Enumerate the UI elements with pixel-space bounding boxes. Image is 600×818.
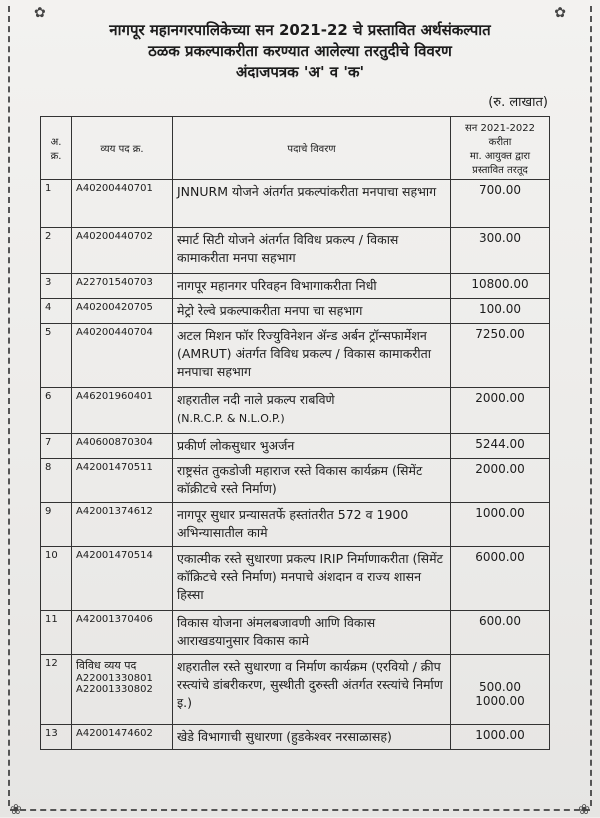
- row-amount: 10800.00: [451, 274, 550, 299]
- table-row: [41, 503, 550, 547]
- row-sr: 9: [41, 503, 72, 547]
- row-amount: 2000.00: [451, 459, 550, 503]
- row-amount: 700.00: [451, 180, 550, 228]
- row-sr: 8: [41, 459, 72, 503]
- table-row: [41, 725, 550, 750]
- row-code: [72, 655, 173, 725]
- row-sr: 10: [41, 547, 72, 611]
- unit-label: (रु. लाखात): [488, 95, 548, 110]
- row-sr: 6: [41, 388, 72, 434]
- heading-line-3: अंदाजपत्रक 'अ' व 'क': [235, 63, 365, 81]
- row-desc: राष्ट्रसंत तुकडोजी महाराज रस्ते विकास कार्यक्रम (सिमेंट कॉक्रीटचे रस्ते निर्माण): [173, 459, 451, 503]
- row-sr: 5: [41, 324, 72, 388]
- row-desc: नागपूर महानगर परिवहन विभागाकरीता निधी: [173, 274, 451, 299]
- row-desc-main: शहरातील नदी नाले प्रकल्प राबविणे: [177, 392, 335, 407]
- table-row: [41, 388, 550, 434]
- row-code: A42001474602: [72, 725, 173, 750]
- row-sr: 13: [41, 725, 72, 750]
- row-amount: 6000.00: [451, 547, 550, 611]
- flourish-icon: ❀: [578, 802, 590, 818]
- row-desc: खेडे विभागाची सुधारणा (हुडकेश्वर नरसाळासह): [173, 725, 451, 750]
- row-desc: नागपूर सुधार प्रन्यासतर्फे हस्तांतरीत 572 व 1900 अभिन्यासातील कामे: [173, 503, 451, 547]
- row-amount: 100.00: [451, 299, 550, 324]
- table-header-row: [41, 117, 550, 180]
- row-sr: 1: [41, 180, 72, 228]
- provision-table: [40, 116, 550, 750]
- row-code: A40200440702: [72, 228, 173, 274]
- document-heading: [40, 20, 560, 83]
- row-code: A46201960401: [72, 388, 173, 434]
- row-amount: 7250.00: [451, 324, 550, 388]
- table-row: [41, 459, 550, 503]
- row-amount: 300.00: [451, 228, 550, 274]
- row-code: A40200440704: [72, 324, 173, 388]
- row-amount: 2000.00: [451, 388, 550, 434]
- row-code: A42001470514: [72, 547, 173, 611]
- table-row: [41, 547, 550, 611]
- header-amount-line: प्रस्तावित तरतूद: [472, 165, 528, 176]
- row-code-line: विविध व्यय पद: [76, 659, 137, 672]
- row-desc: प्रकीर्ण लोकसुधार भुअर्जन: [173, 434, 451, 459]
- row-sr: 12: [41, 655, 72, 725]
- row-code: A40600870304: [72, 434, 173, 459]
- header-amount-line: मा. आयुक्त द्वारा: [469, 151, 531, 162]
- row-desc: मेट्रो रेल्वे प्रकल्पाकरीता मनपा चा सहभाग: [173, 299, 451, 324]
- row-amount: 600.00: [451, 611, 550, 655]
- heading-line-1: नागपूर महानगरपालिकेच्या सन 2021-22 चे प्रस्तावित अर्थसंकल्पात: [109, 21, 491, 39]
- row-code: A42001470511: [72, 459, 173, 503]
- row-desc: स्मार्ट सिटी योजने अंतर्गत विविध प्रकल्प / विकास कामाकरीता मनपा सहभाग: [173, 228, 451, 274]
- row-code: A22701540703: [72, 274, 173, 299]
- row-amount-line: 1000.00: [475, 694, 525, 708]
- decorative-border-right: [576, 6, 592, 806]
- row-sr: 7: [41, 434, 72, 459]
- row-sr: 11: [41, 611, 72, 655]
- header-desc: पदाचे विवरण: [173, 117, 451, 180]
- decorative-border-bottom: [10, 803, 590, 811]
- header-amount-line: सन 2021-2022: [465, 123, 535, 134]
- row-amount: 1000.00: [451, 725, 550, 750]
- row-code: A40200440701: [72, 180, 173, 228]
- flourish-icon: ✿: [34, 5, 46, 21]
- row-desc: शहरातील रस्ते सुधारणा व निर्माण कार्यक्रम (एरवियो / क्रीप रस्त्यांचे डांबरीकरण, सुस्थीती दुरुस्ती अंतर्गत रस्त्यांचे निर्माण इ.): [173, 655, 451, 725]
- row-desc: [173, 388, 451, 434]
- row-amount: 1000.00: [451, 503, 550, 547]
- row-code: A40200420705: [72, 299, 173, 324]
- row-code-line: A22001330802: [76, 684, 153, 695]
- row-desc: JNNURM योजने अंतर्गत प्रकल्पांकरीता मनपाचा सहभाग: [173, 180, 451, 228]
- row-code-line: A22001330801: [76, 673, 153, 684]
- table-row: [41, 299, 550, 324]
- flourish-icon: ❀: [10, 802, 22, 818]
- row-amount: [451, 655, 550, 725]
- flourish-icon: ✿: [554, 5, 566, 21]
- table-row: [41, 228, 550, 274]
- header-amount-line: करीता: [488, 137, 512, 148]
- table-row: [41, 324, 550, 388]
- row-code: A42001374612: [72, 503, 173, 547]
- row-sr: 2: [41, 228, 72, 274]
- table-row: [41, 274, 550, 299]
- row-desc-note: (N.R.C.P. & N.L.O.P.): [177, 412, 285, 425]
- row-desc: विकास योजना अंमलबजावणी आणि विकास आराखडयानुसार विकास कामे: [173, 611, 451, 655]
- heading-line-2: ठळक प्रकल्पाकरीता करण्यात आलेल्या तरतुदीचे विवरण: [148, 42, 452, 60]
- row-amount-line: 500.00: [479, 680, 521, 694]
- table-row: [41, 434, 550, 459]
- row-code: A42001370406: [72, 611, 173, 655]
- table-row: [41, 180, 550, 228]
- row-amount: 5244.00: [451, 434, 550, 459]
- decorative-border-left: [8, 6, 24, 806]
- row-desc: अटल मिशन फॉर रिज्युविनेशन ॲन्ड अर्बन ट्रॉन्सफार्मेशन (AMRUT) अंतर्गत विविध प्रकल्प / विकास कामाकरीता मनपाचा सहभाग: [173, 324, 451, 388]
- header-amount: [451, 117, 550, 180]
- table-row: [41, 611, 550, 655]
- header-sr: अ. क्र.: [41, 117, 72, 180]
- table-row: [41, 655, 550, 725]
- row-sr: 4: [41, 299, 72, 324]
- row-sr: 3: [41, 274, 72, 299]
- header-code: व्यय पद क्र.: [72, 117, 173, 180]
- row-desc: एकात्मीक रस्ते सुधारणा प्रकल्प IRIP निर्माणाकरीता (सिमेंट कॉक्रिटचे रस्ते निर्माण) मनपाचे अंशदान व राज्य शासन हिस्सा: [173, 547, 451, 611]
